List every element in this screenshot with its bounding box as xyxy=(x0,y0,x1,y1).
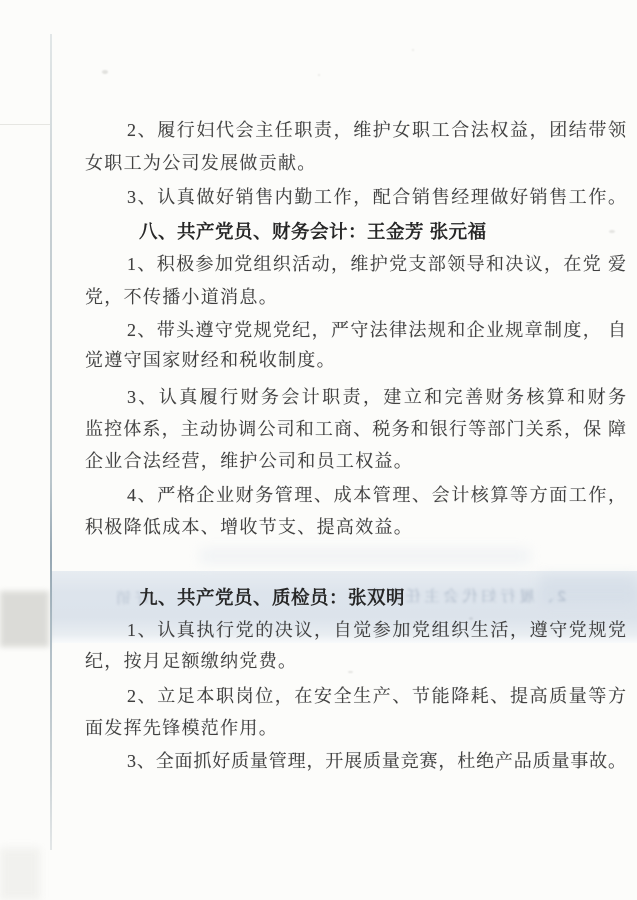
document-line: 2、履行妇代会主任职责，维护女职工合法权益，团结带领 xyxy=(127,120,626,140)
document-line: 4、严格企业财务管理、成本管理、会计核算等方面工作， xyxy=(127,485,626,505)
bleed-through-text-right: 2、履行妇代会主任职责 xyxy=(363,588,566,605)
document-line: 面发挥先锋模范作用。 xyxy=(85,718,278,738)
document-line: 2、立足本职岗位，在安全生产、节能降耗、提高质量等方 xyxy=(127,686,626,706)
document-line: 1、积极参加党组织活动，维护党支部领导和决议，在党 爱 xyxy=(127,254,626,274)
document-line: 2、带头遵守党规党纪，严守法律法规和企业规章制度， 自 xyxy=(127,320,626,340)
scan-shadow-patch xyxy=(0,591,49,647)
document-line: 3、认真做好销售内勤工作，配合销售经理做好销售工作。 xyxy=(127,187,626,207)
scan-smudge xyxy=(200,548,530,564)
section-heading-eight: 八、共产党员、财务会计：王金芳 张元福 xyxy=(139,221,487,242)
document-line: 觉遵守国家财经和税收制度。 xyxy=(85,350,336,370)
document-line: 3、认真履行财务会计职责，建立和完善财务核算和财务 xyxy=(127,387,626,407)
scan-scratch-line xyxy=(0,124,50,125)
scan-speck xyxy=(318,74,320,76)
document-line: 监控体系，主动协调公司和工商、税务和银行等部门关系，保 障 xyxy=(85,419,626,439)
scan-fold-line xyxy=(50,34,52,850)
scan-shadow-patch-bottom xyxy=(0,848,40,900)
document-line: 企业合法经营，维护公司和员工权益。 xyxy=(85,451,414,471)
bleed-through-text-left: 好销 xyxy=(111,590,150,607)
document-line: 女职工为公司发展做贡献。 xyxy=(85,153,317,173)
document-line: 党，不传播小道消息。 xyxy=(85,287,278,307)
section-heading-nine: 九、共产党员、质检员：张双明 xyxy=(139,587,406,608)
scan-speck xyxy=(412,49,414,51)
document-line: 3、全面抓好质量管理，开展质量竞赛，杜绝产品质量事故。 xyxy=(127,751,626,771)
document-line: 纪，按月足额缴纳党费。 xyxy=(85,651,298,671)
scan-speck xyxy=(102,70,108,74)
document-line: 1、认真执行党的决议，自觉参加党组织生活，遵守党规党 xyxy=(127,620,626,640)
document-line: 积极降低成本、增收节支、提高效益。 xyxy=(85,517,414,537)
scan-speck xyxy=(609,230,615,233)
scan-speck xyxy=(348,671,353,673)
